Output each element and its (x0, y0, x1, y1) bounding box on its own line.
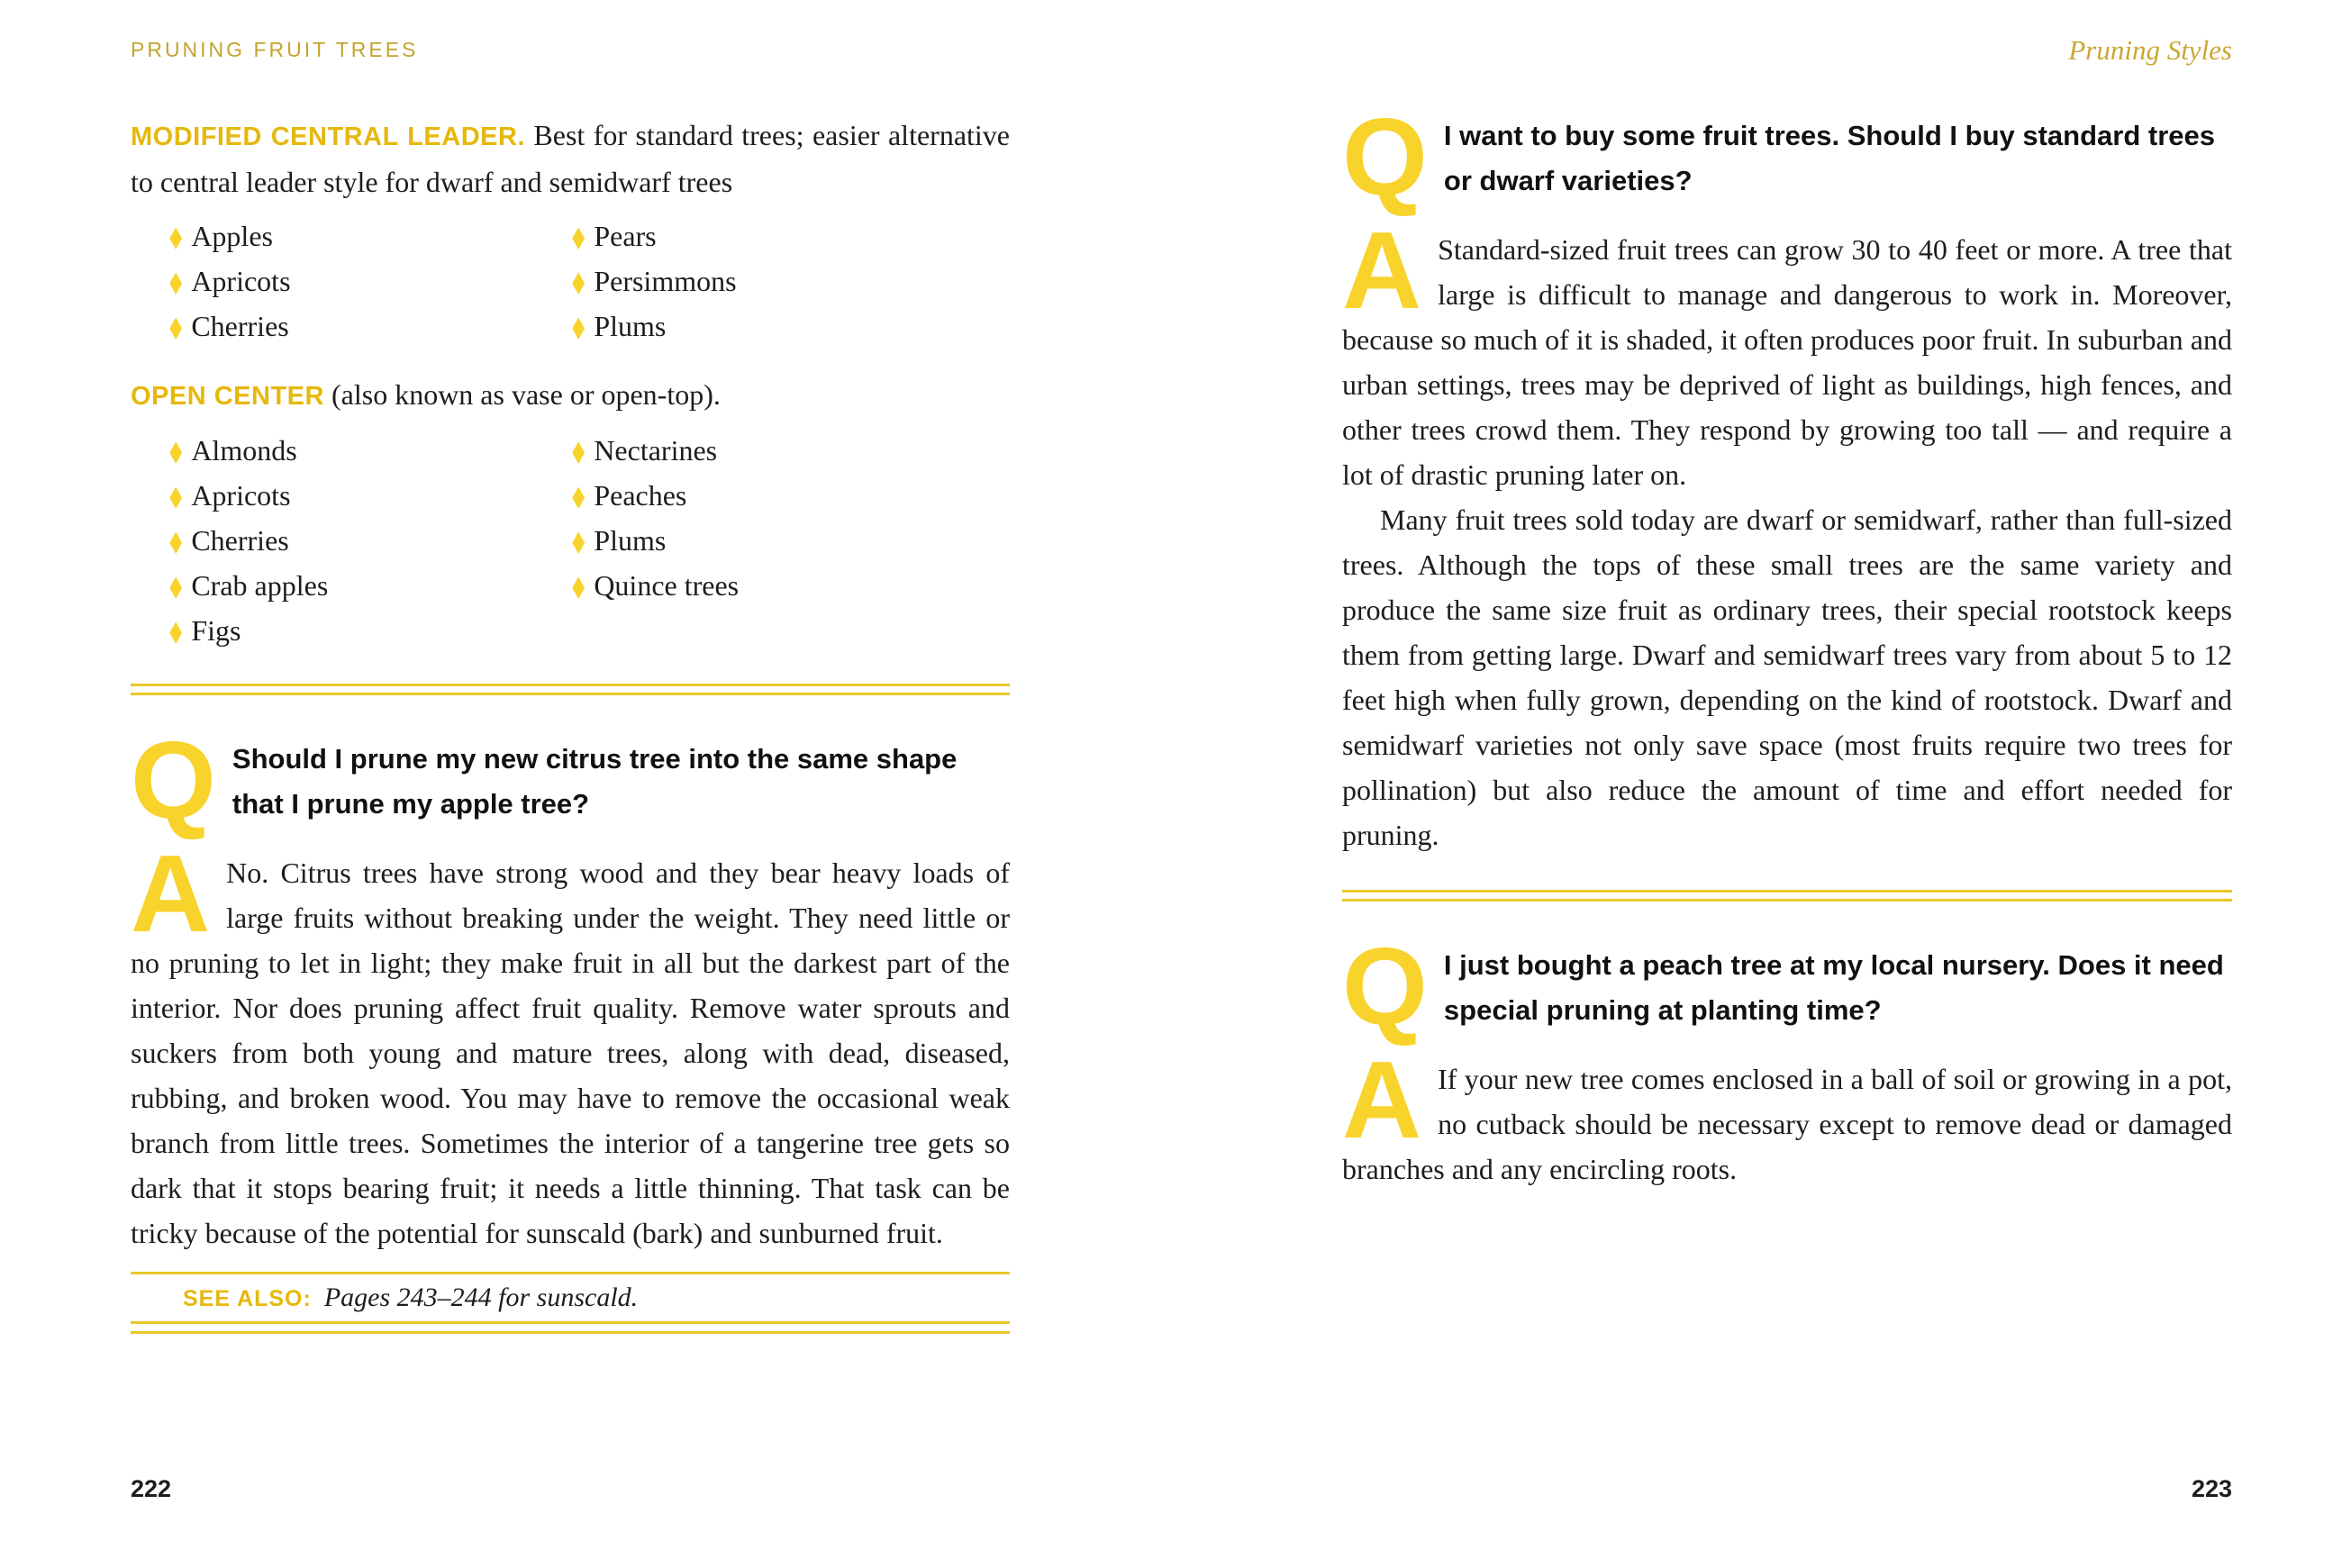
fruit-label: Nectarines (594, 433, 718, 467)
diamond-bullet-icon: ◆ (572, 523, 586, 557)
diamond-bullet-icon: ◆ (572, 568, 586, 603)
fruit-label: Cherries (191, 523, 289, 557)
diamond-bullet-icon: ◆ (169, 523, 183, 557)
fruit-label: Plums (594, 523, 667, 557)
answer-block (1342, 1038, 2232, 1192)
style-label: OPEN CENTER (131, 382, 324, 411)
diamond-bullet-icon: ◆ (572, 219, 586, 253)
fruit-label: Pears (594, 219, 657, 252)
q-dropcap: Q (1342, 925, 1428, 1047)
style-label: MODIFIED CENTRAL LEADER. (131, 122, 526, 151)
diamond-bullet-icon: ◆ (169, 264, 183, 298)
fruit-label: Crab apples (191, 568, 329, 602)
running-head: Pruning Styles (2068, 34, 2232, 66)
fruit-row (169, 428, 1010, 473)
list-item (169, 563, 572, 608)
list-item (572, 213, 975, 258)
answer-paragraph: Standard-sized fruit trees can grow 30 to 40 feet or more. A tree that large is difficult to manage and dangerous to work in. Moreover, because so much of it is shaded, it often produces poor fruit. In suburban and urban settings, trees may be deprived of light as buildings, high fences, and other trees crowd them. They respond by growing too tall — and require a lot of drastic pruning later on. (1342, 233, 2232, 491)
diamond-bullet-icon: ◆ (572, 309, 586, 343)
list-item (572, 428, 975, 473)
list-item (169, 304, 572, 349)
list-item (169, 473, 572, 518)
list-item (572, 518, 975, 563)
list-item (169, 258, 572, 304)
diamond-bullet-icon: ◆ (169, 478, 183, 512)
diamond-bullet-icon: ◆ (169, 309, 183, 343)
style-description: Best for standard trees; easier alternative to central leader style for dwarf and semidwarf trees (131, 119, 1010, 198)
see-also-text: Pages 243–244 for sunscald. (323, 1282, 639, 1312)
diamond-bullet-icon: ◆ (169, 219, 183, 253)
style-description: (also known as vase or open-top). (331, 378, 721, 411)
fruit-label: Apricots (191, 478, 291, 512)
page-number-left: 222 (131, 1475, 172, 1502)
fruit-list-open-center (169, 428, 1010, 653)
fruit-label: Figs (191, 613, 241, 647)
page-number-right: 223 (2191, 1475, 2232, 1502)
diamond-bullet-icon: ◆ (169, 433, 183, 467)
question-text: I just bought a peach tree at my local nursery. Does it need special pruning at planting time? (1443, 949, 2224, 1026)
diamond-bullet-icon: ◆ (169, 613, 183, 648)
list-item (572, 473, 975, 518)
list-item (169, 608, 572, 653)
a-dropcap: A (1342, 209, 1422, 331)
fruit-row (169, 213, 1010, 258)
diamond-bullet-icon: ◆ (572, 264, 586, 298)
fruit-label: Quince trees (594, 568, 740, 602)
fruit-label: Peaches (594, 478, 687, 512)
page-right (1342, 0, 2232, 1568)
fruit-row (169, 304, 1010, 349)
fruit-row (169, 563, 1010, 608)
style-section-modified-central-leader (131, 113, 1010, 204)
q-dropcap: Q (1342, 95, 1428, 218)
diamond-bullet-icon: ◆ (169, 568, 183, 603)
list-item (169, 213, 572, 258)
question-block (131, 719, 1010, 841)
see-also-bottom-rule (131, 1331, 1010, 1334)
page-left (131, 0, 1010, 1568)
fruit-row (169, 258, 1010, 304)
list-item (572, 258, 975, 304)
list-item (572, 563, 975, 608)
see-also-box (131, 1272, 1010, 1324)
section-divider (1342, 890, 2232, 902)
fruit-row (169, 608, 1010, 653)
section-divider (131, 684, 1010, 695)
fruit-label: Persimmons (594, 264, 737, 297)
question-block (1342, 925, 2232, 1047)
answer-paragraph: Many fruit trees sold today are dwarf or semidwarf, rather than full-sized trees. Although the tops of these small trees are the same variety and produce the same size fruit as ordinary trees, their special rootstock keeps them from getting large. Dwarf and semidwarf trees vary from about 5 to 12 feet high when fully grown, depending on the kind of rootstock. Dwarf and semidwarf varieties not only save space (most fruits require two trees for pollination) but also reduce the amount of time and effort needed for pruning. (1342, 503, 2232, 851)
answer-text: No. Citrus trees have strong wood and they bear heavy loads of large fruits without breaking under the weight. They need little or no pruning to let in light; they make fruit in all but the darkest part of the interior. Nor does pruning affect fruit quality. Remove water sprouts and suckers from both young and mature trees, along with dead, diseased, rubbing, and broken wood. You may have to remove the occasional weak branch from little trees. Sometimes the interior of a tangerine tree gets so dark that it stops bearing fruit; it needs a little thinning. That task can be tricky because of the potential for sunscald (bark) and sunburned fruit. (131, 857, 1010, 1249)
fruit-label: Cherries (191, 309, 289, 342)
question-text: Should I prune my new citrus tree into the same shape that I prune my apple tree? (231, 743, 958, 820)
fruit-label: Apricots (191, 264, 291, 297)
list-item (169, 518, 572, 563)
a-dropcap: A (131, 832, 211, 955)
question-block (1342, 95, 2232, 218)
diamond-bullet-icon: ◆ (572, 433, 586, 467)
fruit-label: Apples (191, 219, 273, 252)
running-head: PRUNING FRUIT TREES (131, 38, 419, 61)
style-section-open-center (131, 372, 1010, 419)
fruit-list-modified-central-leader (169, 213, 1010, 349)
fruit-label: Plums (594, 309, 667, 342)
diamond-bullet-icon: ◆ (572, 478, 586, 512)
fruit-row (169, 473, 1010, 518)
fruit-row (169, 518, 1010, 563)
a-dropcap: A (1342, 1038, 1422, 1161)
answer-block (1342, 209, 2232, 857)
answer-text (1342, 209, 2232, 857)
answer-text: If your new tree comes enclosed in a ball of soil or growing in a pot, no cutback should be necessary except to remove dead or damaged branches and any encircling roots. (1342, 1063, 2232, 1185)
see-also-label: SEE ALSO: (183, 1286, 312, 1311)
question-text: I want to buy some fruit trees. Should I buy standard trees or dwarf varieties? (1443, 120, 2215, 196)
answer-block (131, 832, 1010, 1255)
q-dropcap: Q (131, 719, 216, 841)
list-item (572, 304, 975, 349)
fruit-label: Almonds (191, 433, 297, 467)
list-item (169, 428, 572, 473)
